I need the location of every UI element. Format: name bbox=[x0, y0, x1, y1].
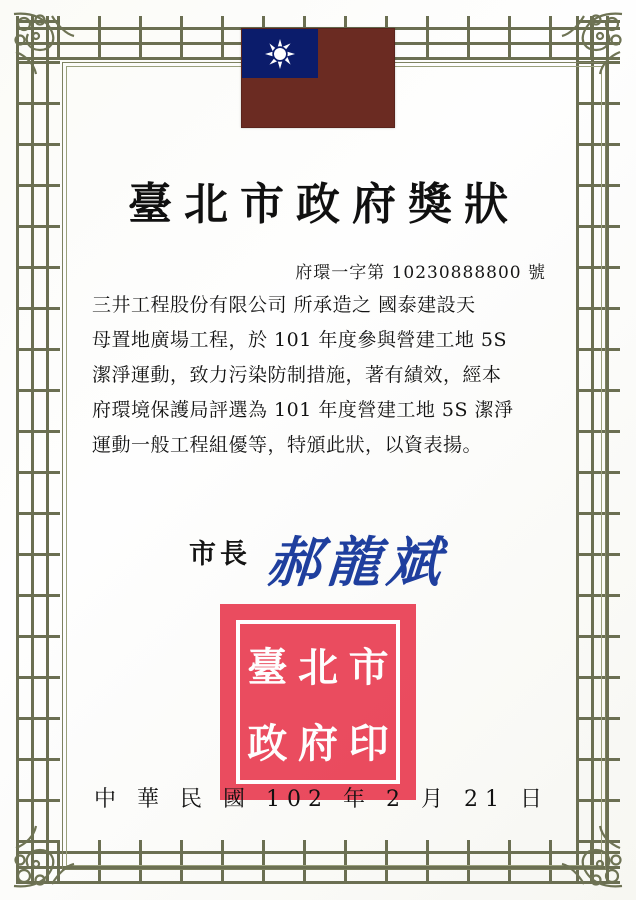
certificate-title: 臺北市政府獎狀 bbox=[128, 179, 520, 230]
official-seal bbox=[220, 604, 416, 800]
seal-character: 臺 bbox=[247, 643, 288, 691]
white-sun-icon bbox=[265, 39, 295, 69]
floral-corner-ornament-icon bbox=[6, 820, 80, 894]
body-line: 府環境保護局評選為 101 年度營建工地 5S 潔淨 bbox=[92, 399, 514, 421]
body-line: 潔淨運動，致力污染防制措施，著有績效，經本 bbox=[92, 364, 502, 386]
seal-character: 印 bbox=[348, 719, 389, 767]
signature-block bbox=[0, 520, 636, 597]
meander-border-left bbox=[16, 16, 60, 884]
issue-date: 中 華 民 國 102 年 2 月 21 日 bbox=[94, 787, 549, 812]
seal-character: 市 bbox=[348, 643, 389, 691]
certificate-body bbox=[92, 288, 544, 463]
signature-name: 郝龍斌 bbox=[264, 530, 449, 594]
body-line: 三井工程股份有限公司 所承造之 國泰建設天 bbox=[92, 294, 476, 316]
body-line: 母置地廣場工程，於 101 年度參與營建工地 5S bbox=[92, 329, 507, 351]
seal-character-grid bbox=[242, 626, 394, 778]
floral-corner-ornament-icon bbox=[6, 6, 80, 80]
floral-corner-ornament-icon bbox=[556, 6, 630, 80]
seal-character: 府 bbox=[297, 719, 338, 767]
signature-title-label: 市長 bbox=[189, 539, 251, 570]
body-line: 運動一般工程組優等，特頒此狀，以資表揚。 bbox=[92, 434, 483, 456]
seal-character: 政 bbox=[247, 719, 288, 767]
floral-corner-ornament-icon bbox=[556, 820, 630, 894]
seal-character: 北 bbox=[297, 643, 338, 691]
roc-flag-icon bbox=[241, 28, 395, 128]
document-number: 府環一字第 10230888800 號 bbox=[295, 263, 546, 283]
